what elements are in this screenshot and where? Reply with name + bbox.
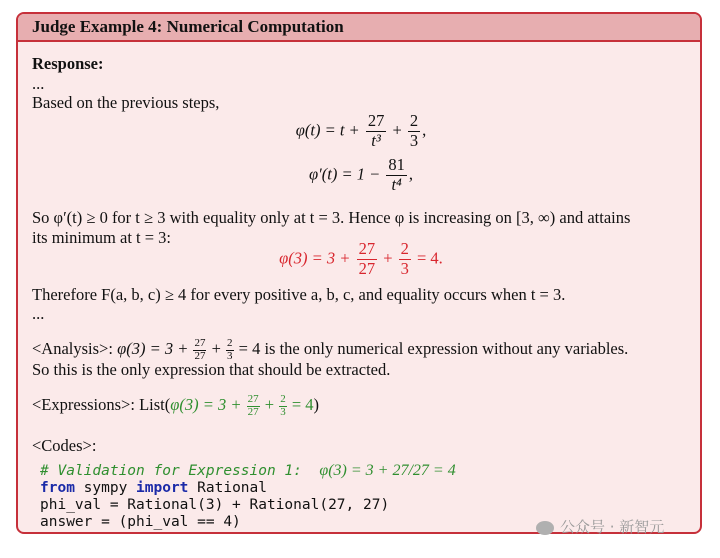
- so-line: So φ′(t) ≥ 0 for t ≥ 3 with equality only at t = 3. Hence φ is increasing on [3, ∞) and attains: [32, 208, 631, 227]
- analysis-tag: <Analysis>:: [32, 338, 113, 358]
- therefore-line: Therefore F(a, b, c) ≥ 4 for every positive a, b, c, and equality occurs when t = 3.: [32, 285, 566, 304]
- box-title: Judge Example 4: Numerical Computation: [18, 14, 700, 42]
- expressions-line: <Expressions>: List(φ(3) = 3 + $\frac{27}{27}$ + $\frac{2}{3}$ = 4): [32, 393, 320, 418]
- intro-text: Based on the previous steps,: [32, 93, 220, 112]
- equation-phi-prime: φ′(t) = 1 − $\frac{81}{\text{t⁴}}$ ,: [309, 155, 413, 194]
- expressions-tag: <Expressions>:: [32, 394, 135, 414]
- code-block: [40, 462, 456, 531]
- response-label: Response:: [32, 54, 104, 73]
- ellipsis-top: ...: [32, 74, 45, 93]
- code-line-4: answer = (phi_val == 4): [40, 514, 241, 530]
- code-comment-line: # Validation for Expression 1: φ(3) = 3 + 27/27 = 4: [40, 462, 456, 479]
- watermark: 公众号 · 新智元: [536, 516, 664, 537]
- wechat-icon: [536, 521, 554, 535]
- analysis-line-2: So this is the only expression that should be extracted.: [32, 360, 391, 379]
- minimum-line: its minimum at t = 3:: [32, 228, 172, 247]
- equation-phi: φ(t) = t + $\frac{27}{\text{t³}}$ + $\frac{2}{3}$ ,: [295, 111, 427, 150]
- analysis-line: <Analysis>: φ(3) = 3 + $\frac{27}{27}$ + $\frac{2}{3}$ = 4 is the only numerical expression without any variables.: [32, 337, 629, 362]
- code-import-line: from sympy import Rational: [40, 480, 267, 496]
- ellipsis-bottom: ...: [32, 304, 45, 323]
- judge-example-box: [16, 12, 702, 534]
- codes-tag: <Codes>:: [32, 436, 97, 455]
- equation-phi-3: φ(3) = 3 + $\frac{27}{27}$ + $\frac{2}{3}$ = 4.: [279, 239, 443, 278]
- code-line-3: phi_val = Rational(3) + Rational(27, 27): [40, 497, 390, 513]
